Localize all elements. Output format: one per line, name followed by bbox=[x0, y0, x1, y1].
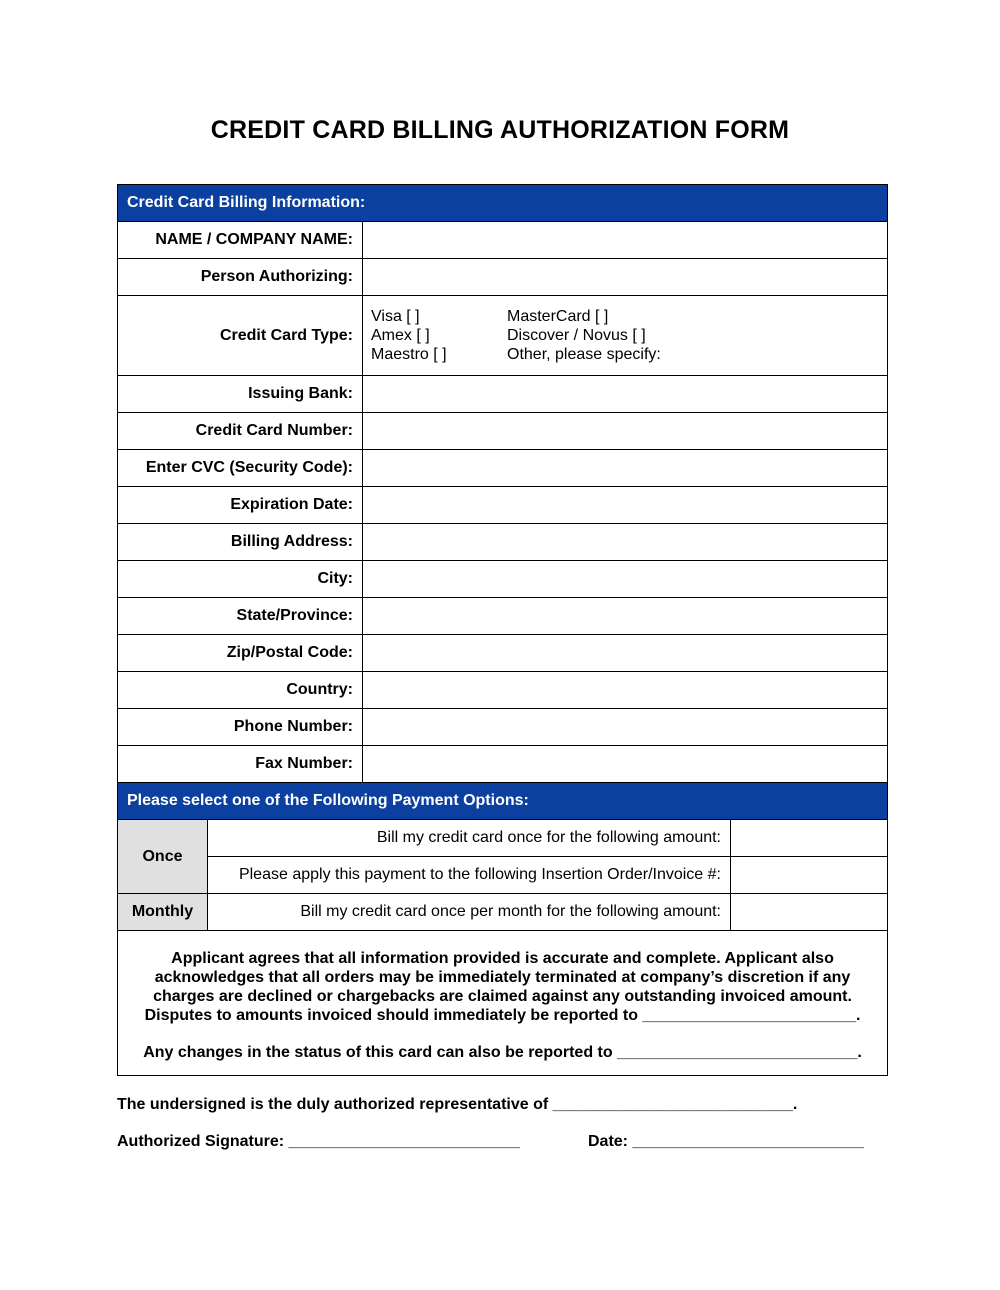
billing-form-table bbox=[117, 184, 888, 1076]
name-label: NAME / COMPANY NAME: bbox=[118, 222, 363, 259]
signature-line[interactable]: Authorized Signature: __________________________ bbox=[117, 1133, 520, 1150]
card-type-options bbox=[363, 296, 888, 376]
payment-monthly-label: Monthly bbox=[118, 894, 208, 931]
card-number-field[interactable] bbox=[363, 413, 888, 450]
phone-field[interactable] bbox=[363, 709, 888, 746]
country-label: Country: bbox=[118, 672, 363, 709]
person-authorizing-label: Person Authorizing: bbox=[118, 259, 363, 296]
other-option[interactable]: Other, please specify: bbox=[507, 346, 661, 363]
phone-label: Phone Number: bbox=[118, 709, 363, 746]
state-field[interactable] bbox=[363, 598, 888, 635]
billing-address-label: Billing Address: bbox=[118, 524, 363, 561]
expiration-label: Expiration Date: bbox=[118, 487, 363, 524]
amex-option[interactable]: Amex [ ] bbox=[371, 327, 430, 344]
form-title: CREDIT CARD BILLING AUTHORIZATION FORM bbox=[210, 116, 790, 144]
notice-line: Any changes in the status of this card can also be reported to ___________________________. bbox=[143, 1044, 862, 1061]
billing-address-field[interactable] bbox=[363, 524, 888, 561]
issuing-bank-label: Issuing Bank: bbox=[118, 376, 363, 413]
notice-line: acknowledges that all orders may be immediately terminated at company’s discretion if any bbox=[154, 969, 851, 986]
billing-section-header: Credit Card Billing Information: bbox=[118, 185, 888, 222]
city-field[interactable] bbox=[363, 561, 888, 598]
cvc-field[interactable] bbox=[363, 450, 888, 487]
representative-statement: The undersigned is the duly authorized representative of ___________________________. bbox=[117, 1096, 798, 1113]
date-line[interactable]: Date: __________________________ bbox=[588, 1133, 864, 1150]
maestro-option[interactable]: Maestro [ ] bbox=[371, 346, 447, 363]
notice-line: charges are declined or chargebacks are claimed against any outstanding invoiced amount. bbox=[153, 988, 852, 1005]
discover-option[interactable]: Discover / Novus [ ] bbox=[507, 327, 646, 344]
cvc-label: Enter CVC (Security Code): bbox=[118, 450, 363, 487]
payment-section-header: Please select one of the Following Payment Options: bbox=[118, 783, 888, 820]
country-field[interactable] bbox=[363, 672, 888, 709]
zip-label: Zip/Postal Code: bbox=[118, 635, 363, 672]
payment-once-label: Once bbox=[118, 820, 208, 894]
monthly-amount-field[interactable] bbox=[731, 894, 888, 931]
once-invoice-label: Please apply this payment to the following Insertion Order/Invoice #: bbox=[208, 857, 731, 894]
name-field[interactable] bbox=[363, 222, 888, 259]
fax-label: Fax Number: bbox=[118, 746, 363, 783]
fax-field[interactable] bbox=[363, 746, 888, 783]
once-amount-field[interactable] bbox=[731, 820, 888, 857]
monthly-amount-label: Bill my credit card once per month for the following amount: bbox=[208, 894, 731, 931]
once-amount-label: Bill my credit card once for the following amount: bbox=[208, 820, 731, 857]
issuing-bank-field[interactable] bbox=[363, 376, 888, 413]
person-authorizing-field[interactable] bbox=[363, 259, 888, 296]
zip-field[interactable] bbox=[363, 635, 888, 672]
card-number-label: Credit Card Number: bbox=[118, 413, 363, 450]
notice-line: Disputes to amounts invoiced should immediately be reported to ________________________. bbox=[144, 1007, 861, 1024]
expiration-field[interactable] bbox=[363, 487, 888, 524]
mastercard-option[interactable]: MasterCard [ ] bbox=[507, 308, 609, 325]
visa-option[interactable]: Visa [ ] bbox=[371, 308, 420, 325]
agreement-notice bbox=[118, 931, 888, 1076]
notice-line: Applicant agrees that all information provided is accurate and complete. Applicant also bbox=[171, 950, 834, 967]
once-invoice-field[interactable] bbox=[731, 857, 888, 894]
card-type-label: Credit Card Type: bbox=[118, 296, 363, 376]
state-label: State/Province: bbox=[118, 598, 363, 635]
city-label: City: bbox=[118, 561, 363, 598]
